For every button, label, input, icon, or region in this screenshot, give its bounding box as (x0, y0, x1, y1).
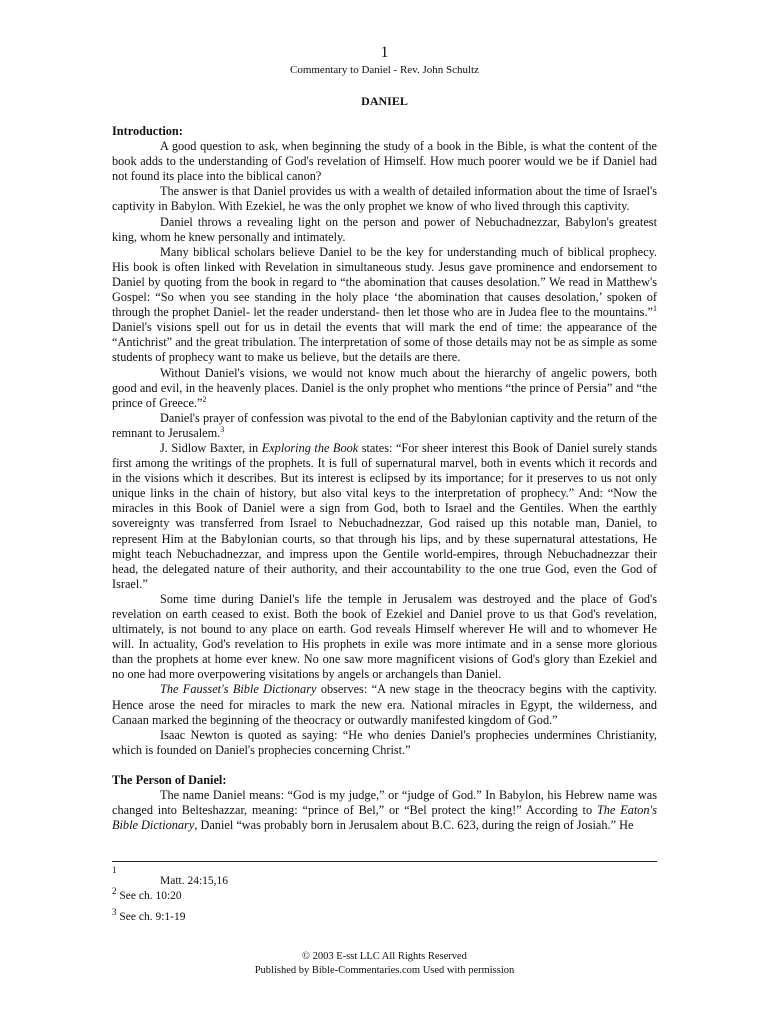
book-title: Exploring the Book (261, 440, 359, 455)
section-heading-person: The Person of Daniel: (112, 772, 227, 787)
page-number: 1 (380, 44, 389, 61)
footnote-divider (112, 861, 657, 862)
page-footer (112, 950, 657, 978)
footnote-text: See ch. 9:1-19 (119, 911, 186, 923)
footnote-item (112, 887, 657, 908)
paragraph-text: Daniel's visions spell out for us in detail the events that will mark the end of time: the appearance of the “Antichrist” and the great tribulation. The interpretation of some of those details may not be as simple as some students of prophecy want to make us believe, but the details are there. (112, 320, 657, 365)
footnote-item (112, 866, 657, 887)
body-text (112, 124, 657, 833)
footnote-ref[interactable]: 2 (202, 394, 207, 404)
footnote-number: 2 (112, 886, 117, 897)
footnote-ref[interactable]: 3 (220, 424, 225, 434)
footnote-number: 3 (112, 907, 117, 918)
paragraph-text: J. Sidlow Baxter, in (160, 440, 262, 455)
paragraph-text: observes: “A new stage in the theocracy begins with the captivity. Hence arose the need for miracles to mark the new era. National miracles in Egypt, the wilderness, and Canaan marked the beginning of the theocracy or outwardly manifested kingdom of God.” (112, 682, 657, 727)
running-header: Commentary to Daniel - Rev. John Schultz (289, 64, 479, 76)
paragraph (112, 245, 657, 366)
book-title: The Eaton's Bible Dictionary (112, 803, 657, 833)
paragraph (112, 411, 657, 441)
footnote-ref[interactable]: 1 (653, 304, 657, 314)
paragraph-text: The name Daniel means: “God is my judge,” or “judge of God.” In Babylon, his Hebrew name was changed into Belteshazzar, meaning: “prince of Bel,” or “Bel protect the king!” According to (112, 788, 657, 818)
paragraph: Isaac Newton is quoted as saying: “He who denies Daniel's prophecies undermines Christianity, which is founded on Daniel's prophecies concerning Christ.” (112, 727, 657, 757)
paragraph (112, 366, 657, 411)
footnotes (112, 866, 657, 929)
paragraph-text: states: “For sheer interest this Book of Daniel surely stands first among the writings of the prophets. It is full of supernatural marvel, both in events which it records and in the visions which it describes. But its interest is eclipsed by its importance; for it preserves to us not only unique links in the chain of history, but also vital keys to the interpretation of prophecy.” And: “Now the miracles in this Book of Daniel were a sign from God, both to Israel and the Gentiles. When the earthly sovereignty was transferred from Israel to Nebuchadnezzar, God raised up this notable man, Daniel, to represent Him at the Babylonian courts, so that through his lips, and by these supernatural attestations, He might teach Nebuchadnezzar, and impress upon the Gentile world-empires, through Nebuchadnezzar their head, the delegated nature of their authority, and their accountability to the one true God, even the God of Israel.” (112, 440, 657, 591)
paragraph-text: Daniel's prayer of confession was pivotal to the end of the Babylonian captivity and the return of the remnant to Jerusalem. (112, 410, 657, 440)
paragraph: Daniel throws a revealing light on the person and power of Nebuchadnezzar, Babylon's greatest king, whom he knew personally and intimately. (112, 214, 657, 244)
section-heading-introduction: Introduction: (112, 124, 183, 138)
paragraph: Some time during Daniel's life the temple in Jerusalem was destroyed and the place of God's revelation on earth ceased to exist. Both the book of Ezekiel and Daniel prove to us that God's revelation, ultimately, is not bound to any place on earth. God reveals Himself wherever He will and to whomever He will. In actuality, God's revelation to His prophets in exile was more intimate and in a sense more glorious than the prophets at home ever knew. No one saw more magnificent visions of God's glory than Ezekiel and no one had more overpowering visitations by angels or archangels than Daniel. (112, 591, 657, 682)
copyright-notice: © 2003 E-sst LLC All Rights Reserved (302, 951, 467, 962)
book-title: The Fausset's Bible Dictionary (160, 682, 317, 697)
footnote-item (112, 908, 657, 929)
paragraph-text: Many biblical scholars believe Daniel to be the key for understanding much of biblical prophecy. His book is often linked with Revelation in simultaneous study. Jesus gave prominence and endorsement to Daniel by quoting from the book in regard to “the abomination that causes desolation.” We read in Matthew's Gospel: “So when you see standing in the holy place ‘the abomination that causes desolation,’ spoken of through the prophet Daniel- let the reader understand- then let those who are in Judea flee to the mountains.” (112, 244, 657, 320)
paragraph: The answer is that Daniel provides us with a wealth of detailed information about the time of Israel's captivity in Babylon. With Ezekiel, he was the only prophet we know of who lived through this captivity. (112, 184, 657, 214)
publisher-notice: Published by Bible-Commentaries.com Used with permission (254, 965, 515, 976)
paragraph (112, 788, 657, 833)
paragraph (112, 441, 657, 592)
document-page (112, 0, 657, 1024)
paragraph-text: Without Daniel's visions, we would not know much about the hierarchy of angelic powers, both good and evil, in the heavenly places. Daniel is the only prophet who mentions “the prince of Persia” and “the prince of Greece.” (112, 365, 657, 410)
document-title: DANIEL (361, 94, 408, 108)
footnote-text: See ch. 10:20 (119, 890, 182, 902)
paragraph (112, 682, 657, 727)
paragraph: A good question to ask, when beginning the study of a book in the Bible, is what the content of the book adds to the understanding of God's revelation of Himself. How much poorer would we be if Daniel had not found its place into the biblical canon? (112, 139, 657, 184)
footnote-text: Matt. 24:15,16 (160, 875, 229, 887)
section-spacer (112, 758, 657, 773)
paragraph-text: , Daniel “was probably born in Jerusalem about B.C. 623, during the reign of Josiah.” He (194, 818, 634, 833)
footnote-number: 1 (112, 865, 117, 876)
